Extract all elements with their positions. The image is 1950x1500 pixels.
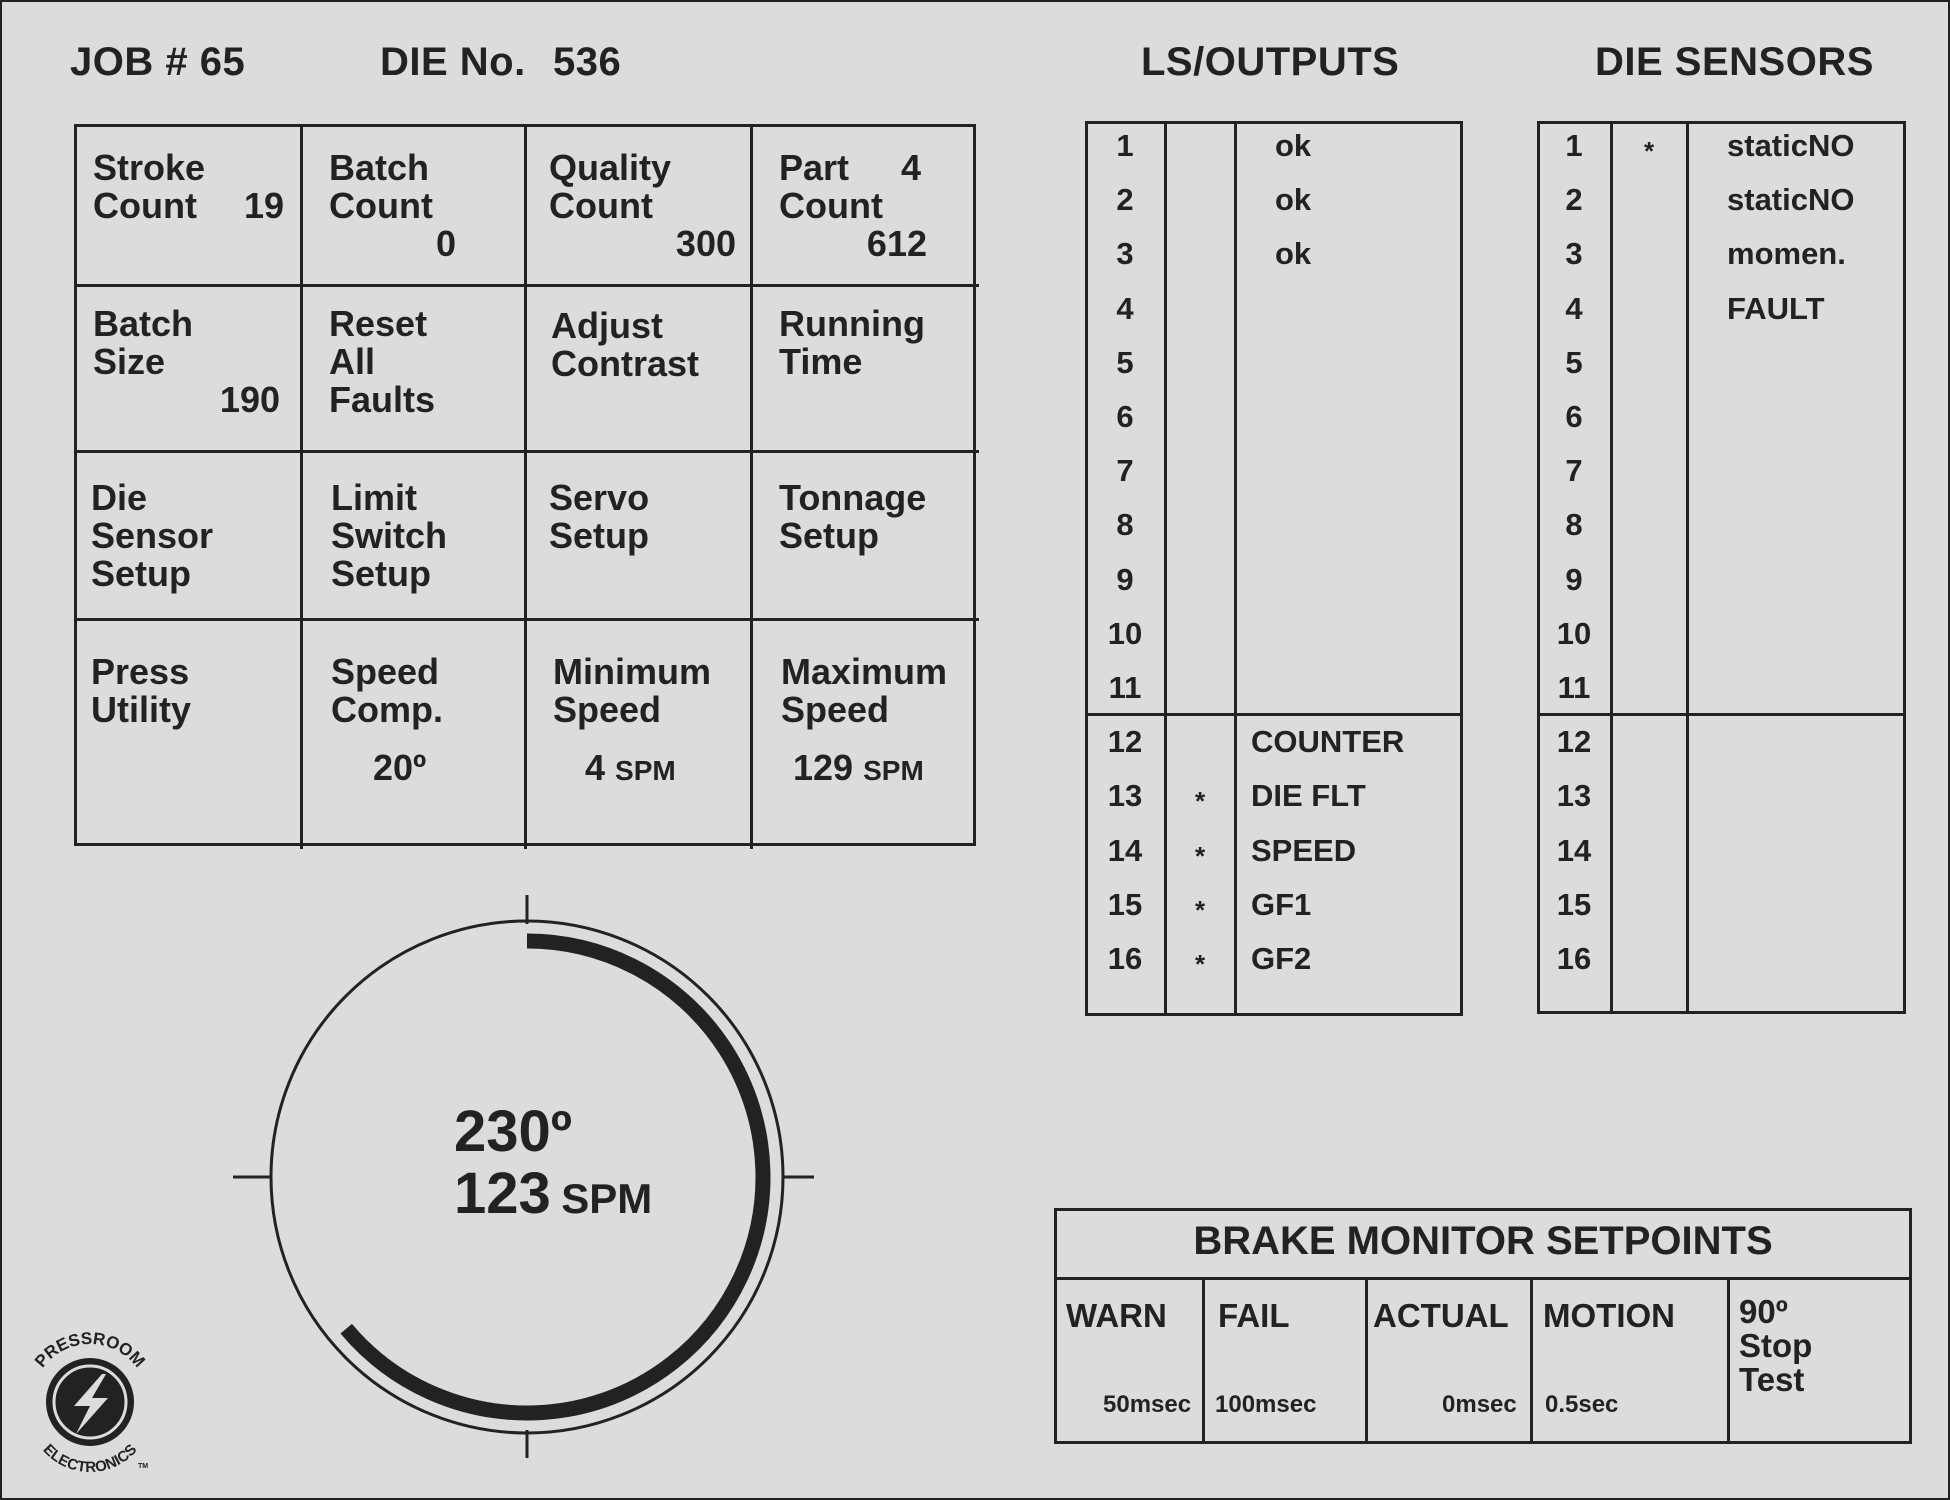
brake-motion-label: MOTION bbox=[1543, 1297, 1675, 1334]
brake-actual-value: 0msec bbox=[1442, 1391, 1517, 1418]
minimum-speed-label: Minimum Speed bbox=[553, 651, 711, 730]
ls-output-mark: * bbox=[1194, 949, 1206, 979]
quality-count-cell[interactable] bbox=[527, 127, 753, 287]
ls-output-row-5[interactable] bbox=[1088, 345, 1460, 399]
ls-output-status: GF1 bbox=[1251, 886, 1312, 922]
batch-size-value: 190 bbox=[219, 379, 280, 420]
ls-output-number: 7 bbox=[1116, 453, 1134, 489]
die-sensor-status: staticNO bbox=[1727, 128, 1855, 163]
batch-size-label: Batch Size bbox=[93, 303, 194, 382]
ls-output-row-2[interactable] bbox=[1088, 182, 1460, 236]
minimum-speed-value: 4 bbox=[585, 747, 606, 788]
speed-comp-cell[interactable] bbox=[303, 621, 527, 849]
die-sensor-row-11[interactable] bbox=[1540, 670, 1903, 724]
die-sensor-status: FAULT bbox=[1727, 290, 1825, 326]
die-sensor-number: 7 bbox=[1565, 453, 1583, 489]
die-sensor-number: 1 bbox=[1565, 128, 1583, 163]
batch-count-cell[interactable] bbox=[303, 127, 527, 287]
die-sensor-number: 9 bbox=[1565, 561, 1583, 597]
brake-fail-value[interactable]: 100msec bbox=[1215, 1391, 1317, 1418]
ls-output-row-16[interactable] bbox=[1088, 941, 1460, 995]
logo-trademark: TM bbox=[138, 1463, 149, 1470]
speed-comp-label: Speed Comp. bbox=[331, 651, 443, 730]
ls-output-row-15[interactable] bbox=[1088, 887, 1460, 941]
die-sensor-number: 15 bbox=[1556, 886, 1592, 922]
die-number-value: 536 bbox=[553, 40, 622, 84]
ls-output-status: COUNTER bbox=[1251, 724, 1405, 760]
die-sensor-row-15[interactable] bbox=[1540, 887, 1903, 941]
die-sensor-number: 8 bbox=[1565, 507, 1583, 543]
die-sensor-row-3[interactable] bbox=[1540, 236, 1903, 290]
job-number: JOB # 65 bbox=[70, 40, 246, 84]
batch-count-label: Batch Count bbox=[329, 147, 433, 226]
die-sensors-title: DIE SENSORS bbox=[1595, 40, 1874, 84]
ls-output-number: 11 bbox=[1108, 670, 1142, 705]
ls-output-row-3[interactable] bbox=[1088, 236, 1460, 290]
die-sensor-number: 16 bbox=[1556, 941, 1592, 976]
ls-output-number: 13 bbox=[1107, 778, 1143, 814]
die-sensor-number: 10 bbox=[1556, 615, 1592, 651]
die-sensor-row-12[interactable] bbox=[1540, 724, 1903, 778]
servo-setup-button[interactable] bbox=[527, 453, 753, 621]
maximum-speed-label: Maximum Speed bbox=[781, 651, 948, 730]
ls-output-row-6[interactable] bbox=[1088, 399, 1460, 453]
limit-switch-setup-label: Limit Switch Setup bbox=[331, 477, 448, 594]
ls-output-row-13[interactable] bbox=[1088, 778, 1460, 832]
ls-output-status: ok bbox=[1275, 128, 1312, 163]
ls-output-number: 15 bbox=[1107, 886, 1143, 922]
die-sensor-setup-label: Die Sensor Setup bbox=[91, 477, 214, 594]
reset-all-faults-button[interactable] bbox=[303, 287, 527, 453]
brake-motion-value[interactable]: 0.5sec bbox=[1545, 1391, 1619, 1418]
die-sensor-number: 13 bbox=[1556, 778, 1592, 814]
ls-output-row-1[interactable] bbox=[1088, 128, 1460, 182]
ls-output-status: ok bbox=[1275, 182, 1312, 218]
die-sensor-number: 14 bbox=[1556, 832, 1592, 868]
die-sensor-number: 11 bbox=[1557, 670, 1591, 705]
part-count-prefix: 4 bbox=[901, 147, 922, 188]
ls-output-row-14[interactable] bbox=[1088, 833, 1460, 887]
tonnage-setup-label: Tonnage Setup bbox=[779, 477, 927, 556]
ls-output-number: 8 bbox=[1116, 507, 1134, 543]
die-sensor-setup-button[interactable] bbox=[77, 453, 303, 621]
running-time-label: Running Time bbox=[779, 303, 925, 382]
die-sensor-number: 4 bbox=[1565, 290, 1583, 326]
ls-output-row-9[interactable] bbox=[1088, 562, 1460, 616]
ls-output-row-4[interactable] bbox=[1088, 291, 1460, 345]
crank-angle-readout: 230º bbox=[454, 1099, 572, 1164]
die-sensor-row-5[interactable] bbox=[1540, 345, 1903, 399]
main-menu-grid bbox=[74, 124, 976, 846]
press-utility-label: Press Utility bbox=[91, 651, 192, 730]
die-sensor-row-14[interactable] bbox=[1540, 833, 1903, 887]
part-count-value: 612 bbox=[866, 223, 927, 264]
speed-comp-value: 20º bbox=[373, 747, 427, 788]
brake-monitor-panel bbox=[1054, 1208, 1912, 1444]
tonnage-setup-button[interactable] bbox=[753, 453, 979, 621]
maximum-speed-cell[interactable] bbox=[753, 621, 979, 849]
die-sensor-row-16[interactable] bbox=[1540, 941, 1903, 995]
die-sensor-number: 3 bbox=[1565, 236, 1583, 272]
brake-fail-label: FAIL bbox=[1218, 1297, 1290, 1334]
ls-outputs-table bbox=[1085, 121, 1463, 1016]
die-sensor-number: 12 bbox=[1556, 724, 1592, 760]
die-sensor-number: 5 bbox=[1565, 344, 1583, 380]
die-sensor-row-13[interactable] bbox=[1540, 778, 1903, 832]
batch-count-value: 0 bbox=[435, 223, 456, 264]
logo-bottom-text: ELECTRONICS bbox=[39, 1440, 141, 1477]
die-sensor-status: momen. bbox=[1727, 236, 1846, 272]
ls-output-number: 6 bbox=[1116, 399, 1134, 434]
limit-switch-setup-button[interactable] bbox=[303, 453, 527, 621]
stroke-count-label: Stroke Count bbox=[93, 147, 206, 226]
ls-output-number: 9 bbox=[1116, 561, 1134, 597]
die-sensor-row-6[interactable] bbox=[1540, 399, 1903, 453]
adjust-contrast-button[interactable] bbox=[527, 287, 753, 453]
ls-output-number: 5 bbox=[1116, 344, 1134, 380]
brake-warn-label: WARN bbox=[1066, 1297, 1167, 1334]
ls-output-number: 1 bbox=[1116, 128, 1134, 163]
die-sensor-number: 6 bbox=[1565, 399, 1583, 434]
die-sensor-status: staticNO bbox=[1727, 182, 1855, 218]
ls-output-number: 2 bbox=[1116, 182, 1134, 218]
part-count-label: Part Count bbox=[779, 147, 883, 226]
die-sensor-row-8[interactable] bbox=[1540, 507, 1903, 561]
ls-output-number: 4 bbox=[1116, 290, 1134, 326]
stroke-speed-readout: 123 bbox=[454, 1161, 551, 1226]
maximum-speed-value: 129 bbox=[793, 747, 854, 788]
part-count-cell[interactable] bbox=[753, 127, 979, 287]
brake-monitor-title: BRAKE MONITOR SETPOINTS bbox=[1193, 1219, 1773, 1263]
logo-top-text: PRESSROOM bbox=[31, 1328, 149, 1371]
ls-output-mark: * bbox=[1194, 840, 1206, 871]
ls-output-number: 14 bbox=[1107, 832, 1143, 868]
brake-warn-value[interactable]: 50msec bbox=[1103, 1391, 1192, 1418]
minimum-speed-unit: SPM bbox=[615, 755, 676, 786]
ls-output-number: 3 bbox=[1116, 236, 1134, 272]
ls-output-status: GF2 bbox=[1251, 941, 1312, 976]
quality-count-label: Quality Count bbox=[549, 147, 672, 226]
running-time-button[interactable] bbox=[753, 287, 979, 453]
ls-output-status: SPEED bbox=[1251, 832, 1357, 868]
batch-size-cell[interactable] bbox=[77, 287, 303, 453]
ls-output-number: 10 bbox=[1107, 615, 1143, 651]
die-sensor-row-7[interactable] bbox=[1540, 453, 1903, 507]
die-sensor-row-10[interactable] bbox=[1540, 616, 1903, 670]
minimum-speed-cell[interactable] bbox=[527, 621, 753, 849]
ls-output-mark: * bbox=[1194, 894, 1206, 925]
ls-output-status: ok bbox=[1275, 236, 1312, 272]
die-sensor-mark: * bbox=[1643, 136, 1655, 166]
ls-output-status: DIE FLT bbox=[1251, 778, 1366, 814]
die-sensors-table bbox=[1537, 121, 1906, 1014]
ls-output-row-11[interactable] bbox=[1088, 670, 1460, 724]
ls-output-row-10[interactable] bbox=[1088, 616, 1460, 670]
servo-setup-label: Servo Setup bbox=[549, 477, 650, 556]
die-sensor-row-9[interactable] bbox=[1540, 562, 1903, 616]
quality-count-value: 300 bbox=[675, 223, 736, 264]
die-number-label: DIE No. bbox=[380, 40, 526, 84]
maximum-speed-unit: SPM bbox=[863, 755, 924, 786]
ls-outputs-title: LS/OUTPUTS bbox=[1141, 40, 1400, 84]
die-sensor-row-2[interactable] bbox=[1540, 182, 1903, 236]
ls-output-number: 16 bbox=[1107, 941, 1143, 976]
press-utility-button[interactable] bbox=[77, 621, 303, 849]
ls-output-row-8[interactable] bbox=[1088, 507, 1460, 561]
reset-all-faults-label: Reset All Faults bbox=[329, 303, 436, 420]
ls-output-mark: * bbox=[1194, 786, 1206, 817]
pressroom-logo bbox=[10, 1322, 170, 1482]
stop-test-button[interactable]: 90º Stop Test bbox=[1739, 1293, 1813, 1398]
adjust-contrast-label: Adjust Contrast bbox=[551, 305, 700, 384]
die-sensor-number: 2 bbox=[1565, 182, 1583, 218]
stroke-count-value: 19 bbox=[243, 185, 284, 226]
stroke-speed-unit: SPM bbox=[561, 1175, 653, 1222]
stroke-count-cell[interactable] bbox=[77, 127, 303, 287]
ls-output-row-12[interactable] bbox=[1088, 724, 1460, 778]
ls-output-number: 12 bbox=[1107, 724, 1143, 760]
die-sensor-row-1[interactable] bbox=[1540, 128, 1903, 182]
brake-actual-label: ACTUAL bbox=[1373, 1297, 1509, 1334]
ls-output-row-7[interactable] bbox=[1088, 453, 1460, 507]
die-sensor-row-4[interactable] bbox=[1540, 291, 1903, 345]
